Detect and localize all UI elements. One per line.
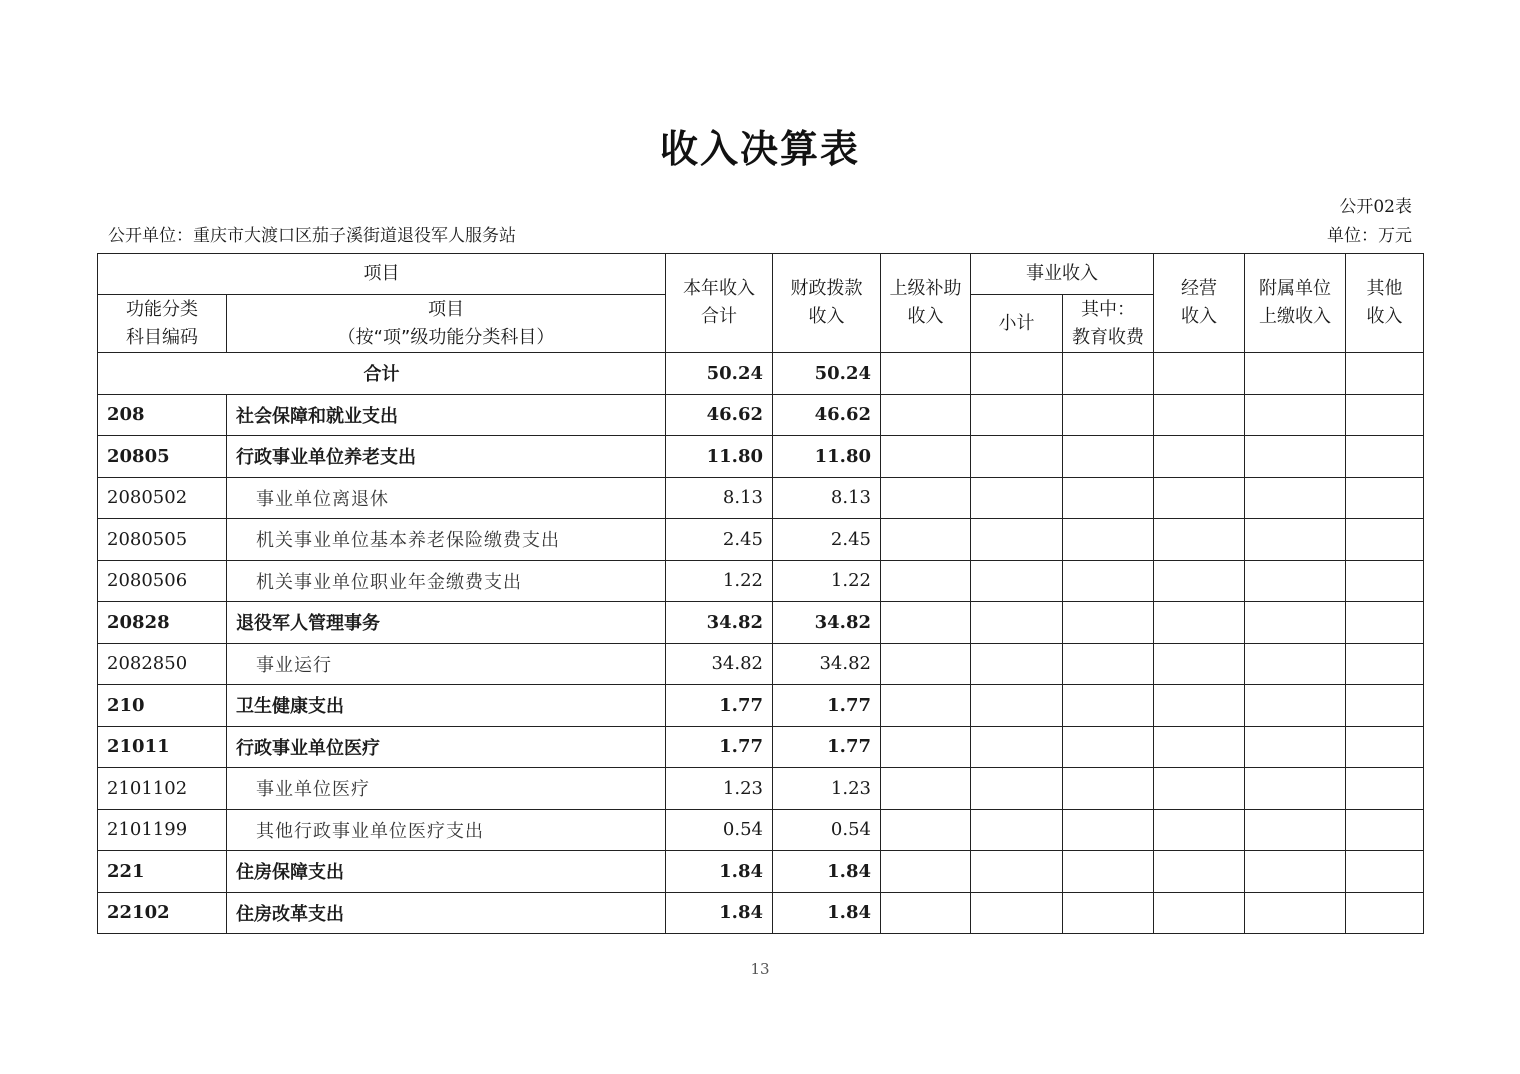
header-business-income bbox=[1154, 254, 1245, 353]
header-affiliate-line2: 上缴收入 bbox=[1259, 306, 1331, 327]
row-code: 2101102 bbox=[98, 768, 227, 810]
row-total: 46.62 bbox=[666, 394, 773, 436]
row-fiscal: 1.77 bbox=[773, 685, 881, 727]
row-name: 社会保障和就业支出 bbox=[227, 394, 666, 436]
row-code: 2101199 bbox=[98, 809, 227, 851]
header-affiliate-income bbox=[1245, 254, 1346, 353]
table-row bbox=[98, 768, 1424, 810]
row-name: 事业单位医疗 bbox=[227, 768, 666, 810]
header-edu-line1: 其中： bbox=[1081, 298, 1135, 320]
header-career-education bbox=[1063, 295, 1154, 353]
row-name: 卫生健康支出 bbox=[227, 685, 666, 727]
document-title: 收入决算表 bbox=[659, 127, 860, 171]
reporting-unit: 公开单位：重庆市大渡口区茄子溪街道退役军人服务站 bbox=[108, 226, 516, 246]
row-fiscal: 2.45 bbox=[773, 519, 881, 561]
row-code: 208 bbox=[98, 394, 227, 436]
header-other-line2: 收入 bbox=[1366, 306, 1403, 327]
header-total-line1: 本年收入 bbox=[683, 278, 755, 299]
row-total: 2.45 bbox=[666, 519, 773, 561]
header-upper-line2: 收入 bbox=[907, 306, 944, 327]
header-fiscal-line2: 收入 bbox=[808, 306, 845, 327]
row-code: 2080505 bbox=[98, 519, 227, 561]
row-name: 其他行政事业单位医疗支出 bbox=[227, 809, 666, 851]
row-total: 1.84 bbox=[666, 851, 773, 893]
table-row bbox=[98, 519, 1424, 561]
total-income-value: 50.24 bbox=[666, 353, 773, 395]
table-row bbox=[98, 643, 1424, 685]
income-final-accounts-table bbox=[97, 253, 1424, 934]
table-row bbox=[98, 892, 1424, 934]
row-total: 1.77 bbox=[666, 685, 773, 727]
row-fiscal: 1.84 bbox=[773, 892, 881, 934]
row-name: 行政事业单位养老支出 bbox=[227, 436, 666, 478]
row-code: 20828 bbox=[98, 602, 227, 644]
row-name: 事业单位离退休 bbox=[227, 477, 666, 519]
header-upper-subsidy bbox=[881, 254, 971, 353]
header-affiliate-line1: 附属单位 bbox=[1259, 278, 1331, 299]
row-name: 住房改革支出 bbox=[227, 892, 666, 934]
row-code: 2080506 bbox=[98, 560, 227, 602]
row-total: 1.22 bbox=[666, 560, 773, 602]
total-fiscal-value: 50.24 bbox=[773, 353, 881, 395]
header-other-line1: 其他 bbox=[1366, 278, 1403, 299]
row-fiscal: 1.22 bbox=[773, 560, 881, 602]
header-total-income bbox=[666, 254, 773, 353]
row-fiscal: 34.82 bbox=[773, 602, 881, 644]
table-row bbox=[98, 394, 1424, 436]
row-name: 退役军人管理事务 bbox=[227, 602, 666, 644]
total-row bbox=[98, 353, 1424, 395]
row-code: 210 bbox=[98, 685, 227, 727]
table-row bbox=[98, 726, 1424, 768]
header-fiscal-income bbox=[773, 254, 881, 353]
table-row bbox=[98, 851, 1424, 893]
row-fiscal: 1.23 bbox=[773, 768, 881, 810]
table-row bbox=[98, 602, 1424, 644]
header-name-line2: （按“项”级功能分类科目） bbox=[337, 326, 555, 348]
row-code: 20805 bbox=[98, 436, 227, 478]
header-project-group: 项目 bbox=[98, 254, 666, 295]
header-other-income bbox=[1346, 254, 1424, 353]
header-edu-line2: 教育收费 bbox=[1072, 326, 1144, 348]
header-name-line1: 项目 bbox=[428, 298, 464, 320]
row-total: 11.80 bbox=[666, 436, 773, 478]
total-label: 合计 bbox=[98, 353, 666, 395]
row-total: 34.82 bbox=[666, 643, 773, 685]
row-total: 1.84 bbox=[666, 892, 773, 934]
row-name: 机关事业单位基本养老保险缴费支出 bbox=[227, 519, 666, 561]
header-code-line2: 科目编码 bbox=[126, 326, 198, 348]
form-number: 公开02表 bbox=[1339, 197, 1412, 217]
header-fiscal-line1: 财政拨款 bbox=[790, 278, 863, 299]
header-code bbox=[98, 295, 227, 353]
header-business-line1: 经营 bbox=[1181, 278, 1217, 299]
row-total: 8.13 bbox=[666, 477, 773, 519]
row-total: 34.82 bbox=[666, 602, 773, 644]
header-upper-line1: 上级补助 bbox=[889, 278, 962, 299]
header-career-subtotal: 小计 bbox=[971, 295, 1063, 353]
row-total: 1.77 bbox=[666, 726, 773, 768]
currency-unit: 单位：万元 bbox=[1327, 226, 1412, 246]
row-code: 221 bbox=[98, 851, 227, 893]
header-name bbox=[227, 295, 666, 353]
header-total-line2: 合计 bbox=[701, 306, 737, 327]
row-total: 0.54 bbox=[666, 809, 773, 851]
table-row bbox=[98, 560, 1424, 602]
row-total: 1.23 bbox=[666, 768, 773, 810]
row-name: 事业运行 bbox=[227, 643, 666, 685]
row-fiscal: 1.84 bbox=[773, 851, 881, 893]
table-row bbox=[98, 809, 1424, 851]
header-career-group: 事业收入 bbox=[971, 254, 1154, 295]
row-name: 行政事业单位医疗 bbox=[227, 726, 666, 768]
header-business-line2: 收入 bbox=[1181, 306, 1217, 327]
row-code: 2080502 bbox=[98, 477, 227, 519]
page-number: 13 bbox=[750, 960, 770, 978]
row-fiscal: 34.82 bbox=[773, 643, 881, 685]
table-row bbox=[98, 436, 1424, 478]
row-name: 住房保障支出 bbox=[227, 851, 666, 893]
row-fiscal: 8.13 bbox=[773, 477, 881, 519]
row-code: 2082850 bbox=[98, 643, 227, 685]
row-fiscal: 46.62 bbox=[773, 394, 881, 436]
header-code-line1: 功能分类 bbox=[126, 298, 198, 320]
table-row bbox=[98, 685, 1424, 727]
row-code: 21011 bbox=[98, 726, 227, 768]
row-fiscal: 1.77 bbox=[773, 726, 881, 768]
table-row bbox=[98, 477, 1424, 519]
row-fiscal: 0.54 bbox=[773, 809, 881, 851]
row-code: 22102 bbox=[98, 892, 227, 934]
row-name: 机关事业单位职业年金缴费支出 bbox=[227, 560, 666, 602]
row-fiscal: 11.80 bbox=[773, 436, 881, 478]
